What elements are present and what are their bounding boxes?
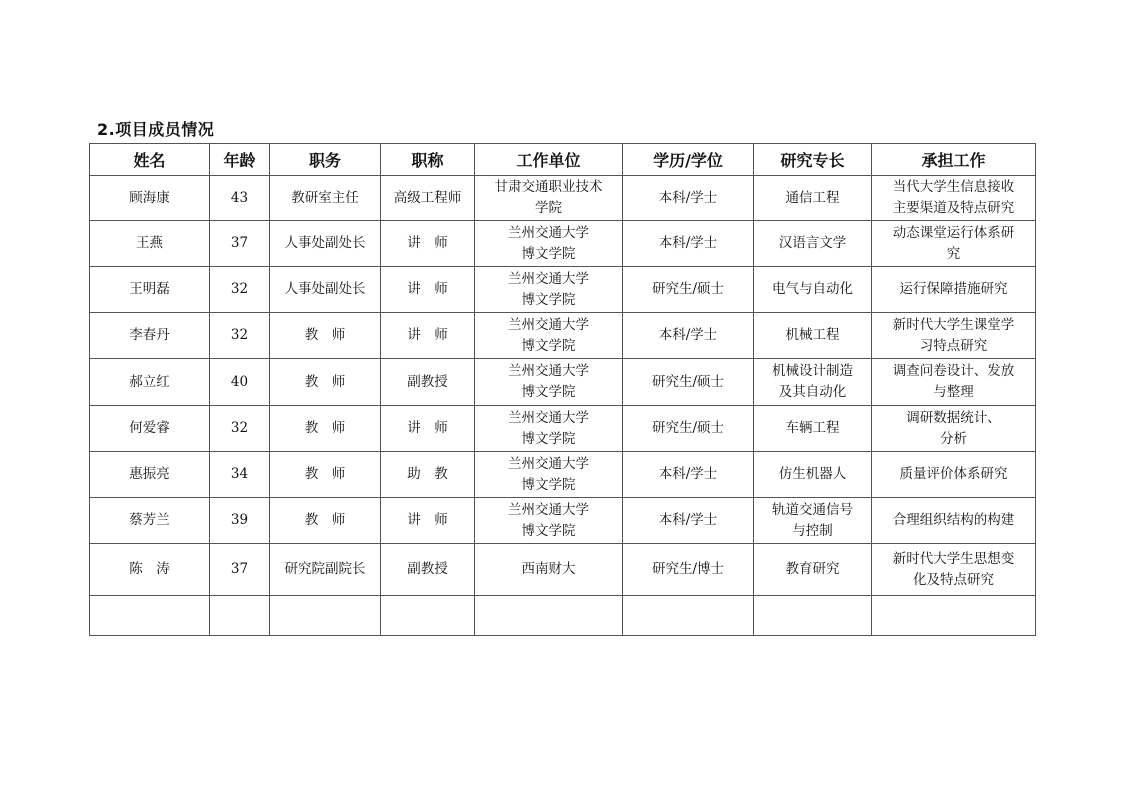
cell-specialty: 轨道交通信号 与控制 bbox=[754, 498, 872, 544]
section-title: 2.项目成员情况 bbox=[97, 120, 215, 139]
cell-title: 讲 师 bbox=[381, 267, 475, 313]
cell-employer: 兰州交通大学 博文学院 bbox=[475, 221, 623, 267]
header-title: 职称 bbox=[381, 144, 475, 176]
table-row bbox=[90, 176, 1036, 221]
cell-title: 副教授 bbox=[381, 544, 475, 596]
table-row bbox=[90, 267, 1036, 313]
cell-specialty: 电气与自动化 bbox=[754, 267, 872, 313]
cell-title: 讲 师 bbox=[381, 313, 475, 359]
cell-title: 讲 师 bbox=[381, 221, 475, 267]
cell-specialty: 教育研究 bbox=[754, 544, 872, 596]
cell-position: 教 师 bbox=[270, 498, 381, 544]
cell-employer: 兰州交通大学 博文学院 bbox=[475, 452, 623, 498]
cell-responsibility: 合理组织结构的构建 bbox=[872, 498, 1036, 544]
cell-specialty: 机械工程 bbox=[754, 313, 872, 359]
cell-employer bbox=[475, 596, 623, 636]
header-degree: 学历/学位 bbox=[623, 144, 754, 176]
cell-name: 李春丹 bbox=[90, 313, 210, 359]
cell-position: 教 师 bbox=[270, 452, 381, 498]
cell-employer: 兰州交通大学 博文学院 bbox=[475, 406, 623, 452]
header-position: 职务 bbox=[270, 144, 381, 176]
cell-title: 讲 师 bbox=[381, 406, 475, 452]
cell-specialty: 汉语言文学 bbox=[754, 221, 872, 267]
table-row bbox=[90, 452, 1036, 498]
cell-responsibility: 运行保障措施研究 bbox=[872, 267, 1036, 313]
cell-age: 32 bbox=[210, 406, 270, 452]
cell-position: 人事处副处长 bbox=[270, 267, 381, 313]
table-row bbox=[90, 406, 1036, 452]
cell-age: 32 bbox=[210, 267, 270, 313]
cell-title: 高级工程师 bbox=[381, 176, 475, 221]
project-members-table bbox=[89, 143, 1036, 636]
cell-name: 陈 涛 bbox=[90, 544, 210, 596]
cell-specialty: 通信工程 bbox=[754, 176, 872, 221]
table-row bbox=[90, 359, 1036, 406]
cell-employer: 兰州交通大学 博文学院 bbox=[475, 359, 623, 406]
cell-name: 何爱睿 bbox=[90, 406, 210, 452]
cell-responsibility: 调查问卷设计、发放 与整理 bbox=[872, 359, 1036, 406]
cell-position: 教研室主任 bbox=[270, 176, 381, 221]
cell-age bbox=[210, 596, 270, 636]
table-row bbox=[90, 221, 1036, 267]
cell-responsibility: 调研数据统计、 分析 bbox=[872, 406, 1036, 452]
header-name: 姓名 bbox=[90, 144, 210, 176]
cell-title: 讲 师 bbox=[381, 498, 475, 544]
cell-employer: 兰州交通大学 博文学院 bbox=[475, 267, 623, 313]
cell-position: 教 师 bbox=[270, 359, 381, 406]
cell-degree: 研究生/硕士 bbox=[623, 359, 754, 406]
cell-name: 王燕 bbox=[90, 221, 210, 267]
header-age: 年龄 bbox=[210, 144, 270, 176]
table-row-empty bbox=[90, 596, 1036, 636]
cell-age: 40 bbox=[210, 359, 270, 406]
cell-name: 蔡芳兰 bbox=[90, 498, 210, 544]
cell-name: 顾海康 bbox=[90, 176, 210, 221]
cell-specialty: 机械设计制造 及其自动化 bbox=[754, 359, 872, 406]
cell-degree: 本科/学士 bbox=[623, 498, 754, 544]
cell-position: 教 师 bbox=[270, 406, 381, 452]
cell-employer: 兰州交通大学 博文学院 bbox=[475, 498, 623, 544]
header-responsibility: 承担工作 bbox=[872, 144, 1036, 176]
cell-responsibility: 质量评价体系研究 bbox=[872, 452, 1036, 498]
cell-position: 人事处副处长 bbox=[270, 221, 381, 267]
cell-age: 43 bbox=[210, 176, 270, 221]
cell-age: 39 bbox=[210, 498, 270, 544]
table-header-row bbox=[90, 144, 1036, 176]
cell-degree: 本科/学士 bbox=[623, 221, 754, 267]
cell-responsibility: 当代大学生信息接收 主要渠道及特点研究 bbox=[872, 176, 1036, 221]
cell-degree: 本科/学士 bbox=[623, 452, 754, 498]
cell-employer: 甘肃交通职业技术 学院 bbox=[475, 176, 623, 221]
cell-name: 惠振亮 bbox=[90, 452, 210, 498]
cell-title: 副教授 bbox=[381, 359, 475, 406]
cell-degree: 本科/学士 bbox=[623, 176, 754, 221]
cell-degree: 本科/学士 bbox=[623, 313, 754, 359]
cell-responsibility bbox=[872, 596, 1036, 636]
cell-age: 32 bbox=[210, 313, 270, 359]
cell-degree bbox=[623, 596, 754, 636]
cell-name: 郝立红 bbox=[90, 359, 210, 406]
cell-employer: 兰州交通大学 博文学院 bbox=[475, 313, 623, 359]
cell-age: 37 bbox=[210, 221, 270, 267]
header-employer: 工作单位 bbox=[475, 144, 623, 176]
cell-specialty: 车辆工程 bbox=[754, 406, 872, 452]
cell-responsibility: 动态课堂运行体系研 究 bbox=[872, 221, 1036, 267]
cell-position bbox=[270, 596, 381, 636]
cell-specialty bbox=[754, 596, 872, 636]
cell-employer: 西南财大 bbox=[475, 544, 623, 596]
cell-responsibility: 新时代大学生课堂学 习特点研究 bbox=[872, 313, 1036, 359]
cell-degree: 研究生/硕士 bbox=[623, 406, 754, 452]
cell-age: 37 bbox=[210, 544, 270, 596]
cell-age: 34 bbox=[210, 452, 270, 498]
table-row bbox=[90, 544, 1036, 596]
cell-position: 教 师 bbox=[270, 313, 381, 359]
table-row bbox=[90, 498, 1036, 544]
cell-title bbox=[381, 596, 475, 636]
cell-degree: 研究生/硕士 bbox=[623, 267, 754, 313]
cell-specialty: 仿生机器人 bbox=[754, 452, 872, 498]
cell-degree: 研究生/博士 bbox=[623, 544, 754, 596]
cell-title: 助 教 bbox=[381, 452, 475, 498]
cell-name bbox=[90, 596, 210, 636]
cell-position: 研究院副院长 bbox=[270, 544, 381, 596]
cell-responsibility: 新时代大学生思想变 化及特点研究 bbox=[872, 544, 1036, 596]
header-specialty: 研究专长 bbox=[754, 144, 872, 176]
cell-name: 王明磊 bbox=[90, 267, 210, 313]
table-row bbox=[90, 313, 1036, 359]
